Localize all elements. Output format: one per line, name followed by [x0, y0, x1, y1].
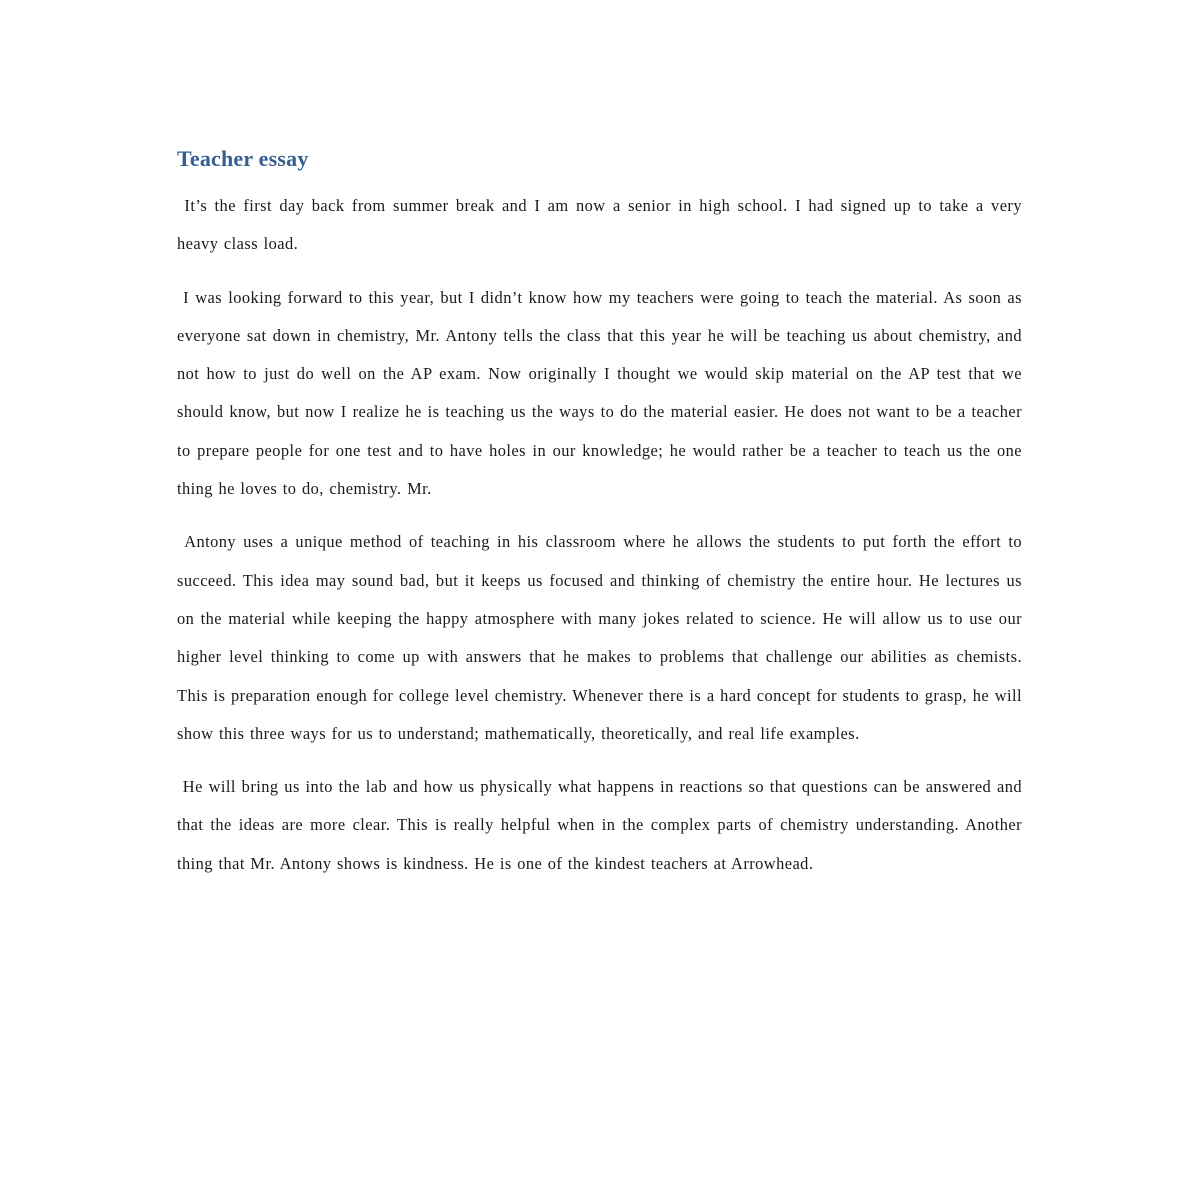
paragraph-1: It’s the first day back from summer break and I am now a senior in high school. I had signed up to take a very heavy class load.: [177, 196, 1028, 254]
paragraph-2: I was looking forward to this year, but I didn’t know how my teachers were going to teach the material. As soon as everyone sat down in chemistry, Mr. Antony tells the class that this year he will be teaching us about chemistry, and not how to just do well on the AP exam. Now originally I thought we would skip material on the AP test that we should know, but now I realize he is teaching us the ways to do the material easier. He does not want to be a teacher to prepare people for one test and to have holes in our knowledge; he would rather be a teacher to teach us the one thing he loves to do, chemistry. Mr.: [177, 287, 1028, 499]
document-page: [177, 143, 1028, 898]
paragraph-3: Antony uses a unique method of teaching in his classroom where he allows the students to put forth the effort to succeed. This idea may sound bad, but it keeps us focused and thinking of chemistry the entire hour. He lectures us on the material while keeping the happy atmosphere with many jokes related to science. He will allow us to use our higher level thinking to come up with answers that he makes to problems that challenge our abilities as chemists. This is preparation enough for college level chemistry. Whenever there is a hard concept for students to grasp, he will show this three ways for us to understand; mathematically, theoretically, and real life examples.: [177, 532, 1028, 743]
document-title: Teacher essay: [177, 146, 309, 171]
paragraph-4: He will bring us into the lab and how us physically what happens in reactions so that questions can be answered and that the ideas are more clear. This is really helpful when in the complex parts of chemistry understanding. Another thing that Mr. Antony shows is kindness. He is one of the kindest teachers at Arrowhead.: [177, 777, 1028, 873]
